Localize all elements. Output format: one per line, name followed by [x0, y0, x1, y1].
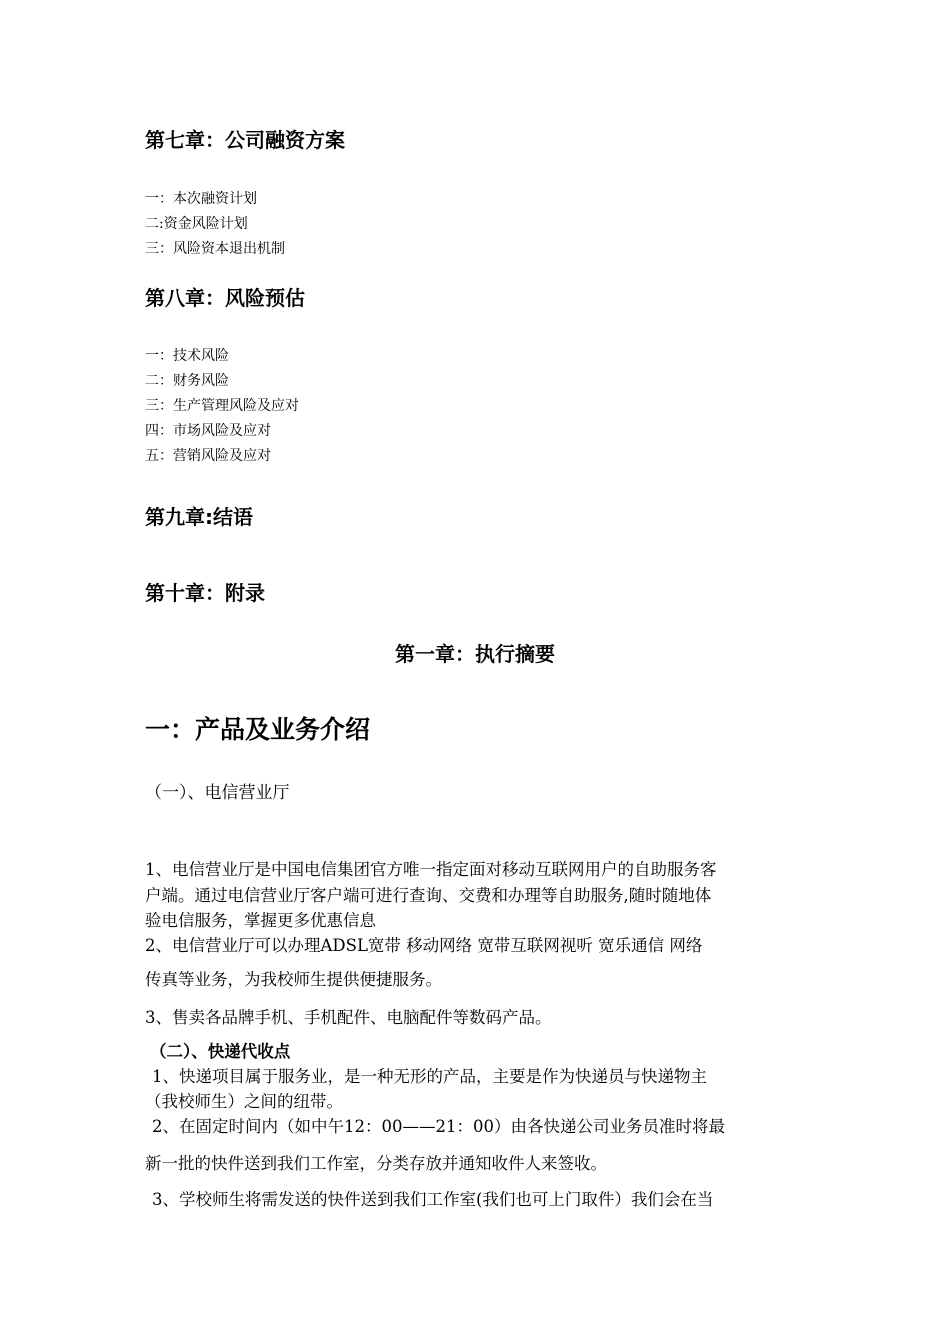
paragraph-line: 1、快递项目属于服务业，是一种无形的产品，主要是作为快递员与快递物主	[152, 1067, 707, 1086]
subsection-heading: （一）、电信营业厅	[145, 783, 290, 803]
toc-item: 二：财务风险	[145, 373, 229, 389]
paragraph-line: 新一批的快件送到我们工作室，分类存放并通知收件人来签收。	[145, 1154, 607, 1173]
toc-item: 一：技术风险	[145, 348, 229, 364]
subsection-heading: （二）、快递代收点	[150, 1042, 291, 1061]
paragraph-line: 2、电信营业厅可以办理ADSL宽带 移动网络 宽带互联网视听 宽乐通信 网络	[145, 936, 703, 955]
toc-item: 三：风险资本退出机制	[145, 241, 285, 257]
chapter1-title: 第一章：执行摘要	[395, 642, 555, 666]
toc-item: 二:资金风险计划	[145, 216, 248, 232]
chapter8-heading: 第八章：风险预估	[145, 286, 305, 310]
paragraph-line: 传真等业务，为我校师生提供便捷服务。	[145, 970, 442, 989]
toc-item: 五：营销风险及应对	[145, 448, 271, 464]
paragraph-line: 验电信服务，掌握更多优惠信息	[145, 911, 376, 930]
paragraph-line: 户端。通过电信营业厅客户端可进行查询、交费和办理等自助服务,随时随地体	[145, 886, 712, 905]
paragraph-line: 3、学校师生将需发送的快件送到我们工作室(我们也可上门取件）我们会在当	[152, 1190, 714, 1209]
paragraph-line: （我校师生）之间的纽带。	[145, 1092, 343, 1111]
toc-item: 四：市场风险及应对	[145, 423, 271, 439]
paragraph-line: 2、在固定时间内（如中午12：00——21：00）由各快递公司业务员准时将最	[152, 1117, 725, 1136]
toc-item: 三：生产管理风险及应对	[145, 398, 299, 414]
paragraph-line: 1、电信营业厅是中国电信集团官方唯一指定面对移动互联网用户的自助服务客	[145, 860, 717, 879]
toc-item: 一：本次融资计划	[145, 191, 257, 207]
chapter10-heading: 第十章：附录	[145, 581, 265, 605]
paragraph-line: 3、售卖各品牌手机、手机配件、电脑配件等数码产品。	[145, 1008, 552, 1027]
section-heading: 一：产品及业务介绍	[145, 715, 371, 744]
chapter7-heading: 第七章：公司融资方案	[145, 128, 345, 152]
chapter9-heading: 第九章:结语	[145, 505, 253, 529]
